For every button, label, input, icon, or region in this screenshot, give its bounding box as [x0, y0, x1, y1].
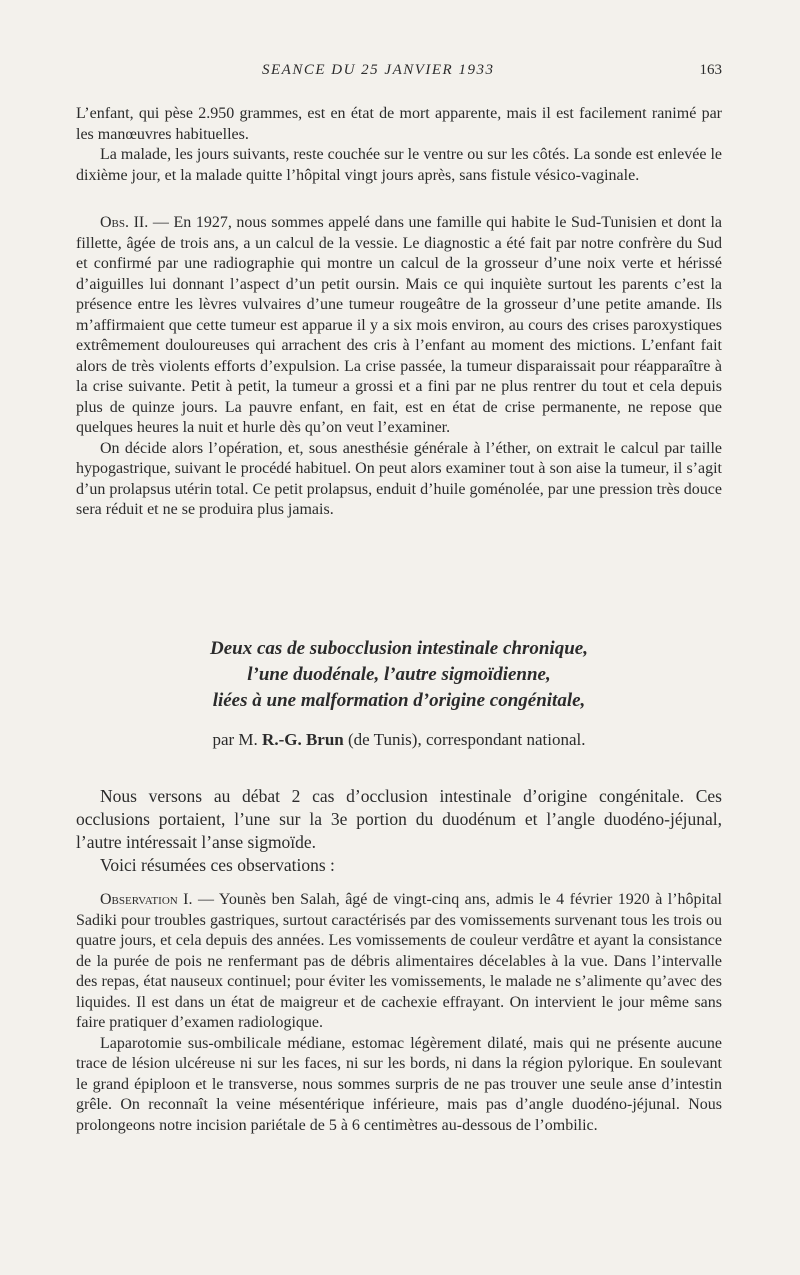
author-name: R.-G. Brun — [262, 730, 344, 749]
byline-suffix: (de Tunis), correspondant national. — [343, 730, 586, 749]
observation-2 — [76, 213, 722, 521]
paragraph: Voici résumées ces observations : — [100, 855, 335, 875]
observation-1 — [76, 890, 722, 1136]
paragraph: On décide alors l’opération, et, sous anesthésie générale à l’éther, on extrait le calcul par taille hypogastrique, suivant le procédé habituel. On peut alors examiner tout à son aise la tumeur, il s’agit d’un prolapsus utérin total. Ce petit prolapsus, enduit d’huile goménolée, par une pression très douce sera réduit et ne se produira plus jamais. — [76, 439, 722, 518]
article-title — [76, 636, 722, 714]
observation-text: — Younès ben Salah, âgé de vingt-cinq ans, admis le 4 février 1920 à l’hôpital Sadiki pour troubles gastriques, surtout caractérisés par des vomissements survenant tous les trois ou quatre jours, et cela depuis des années. Les vomissements de couleur verdâtre et ayant la consistance de la purée de pois ne renfermant pas de débris alimentaires décelables à la vue. Dans l’intervalle des repas, état nauseux continuel; pour éviter les vomissements, le malade ne s’alimente qu’avec des liquides. Il est dans un état de maigreur et de cachexie effrayant. On intervient le jour même sans faire pratiquer d’examen radiologique. — [76, 891, 722, 1031]
observation-label: Obs. II. — [100, 214, 149, 231]
title-line: Deux cas de subocclusion intestinale chronique, — [210, 638, 588, 659]
title-line: l’une duodénale, l’autre sigmoïdienne, — [247, 664, 551, 685]
byline — [76, 730, 722, 750]
page-number: 163 — [699, 62, 722, 78]
section-continued — [76, 104, 722, 186]
running-header — [76, 62, 722, 84]
byline-prefix: par M. — [212, 730, 263, 749]
paragraph: L’enfant, qui pèse 2.950 grammes, est en état de mort apparente, mais il est facilement ranimé par les manœuvres habituelles. — [76, 105, 722, 143]
paragraph: La malade, les jours suivants, reste couchée sur le ventre ou sur les côtés. La sonde est enlevée le dixième jour, et la malade quitte l’hôpital vingt jours après, sans fistule vésico-vaginale. — [76, 146, 722, 184]
paragraph: Nous versons au débat 2 cas d’occlusion intestinale d’origine congénitale. Ces occlusions portaient, l’une sur la 3e portion du duodénum et l’angle duodéno-jéjunal, l’autre intéressait l’anse sigmoïde. — [76, 786, 722, 852]
observation-label: Observation I. — [100, 891, 193, 908]
observation-text: — En 1927, nous sommes appelé dans une famille qui habite le Sud-Tunisien et dont la fillette, âgée de trois ans, a un calcul de la vessie. Le diagnostic a été fait par notre confrère du Sud et confirmé par une radiographie qui montre un calcul de la grosseur d’une noix verte et hérissé d’aiguilles lui donnant l’aspect d’un petit oursin. Mais ce qui inquiète surtout les parents c’est la présence entre les lèvres vulvaires d’une tumeur rougeâtre de la grosseur d’une petite amande. Ils m’affirmaient que cette tumeur est apparue il y a six mois environ, au cours des crises paroxystiques extrêmement douloureuses qui arrachent des cris à l’enfant au moment des mictions. L’enfant fait alors de très violents efforts d’expulsion. La crise passée, la tumeur disparaissait pour réapparaître à la crise suivante. Petit à petit, la tumeur a grossi et a fini par ne plus rentrer du tout et cela depuis plus de quinze jours. La pauvre enfant, en fait, est en état de crise permanente, ne repose que quelques heures la nuit et hurle dès qu’on veut l’examiner. — [76, 214, 722, 436]
article-intro — [76, 785, 722, 877]
running-title: SEANCE DU 25 JANVIER 1933 — [262, 62, 495, 78]
paragraph: Laparotomie sus-ombilicale médiane, estomac légèrement dilaté, mais qui ne présente aucune trace de lésion ulcéreuse ni sur les faces, ni sur les bords, ni dans la région pylorique. En soulevant le grand épiploon et le transverse, nous sommes surpris de ne pas trouver une seule anse d’intestin grêle. On reconnaît la veine mésentérique inférieure, mais pas d’angle duodéno-jéjunal. Nous prolongeons notre incision pariétale de 5 à 6 centimètres au-dessous de l’ombilic. — [76, 1034, 722, 1134]
title-line: liées à une malformation d’origine congénitale, — [212, 690, 586, 711]
